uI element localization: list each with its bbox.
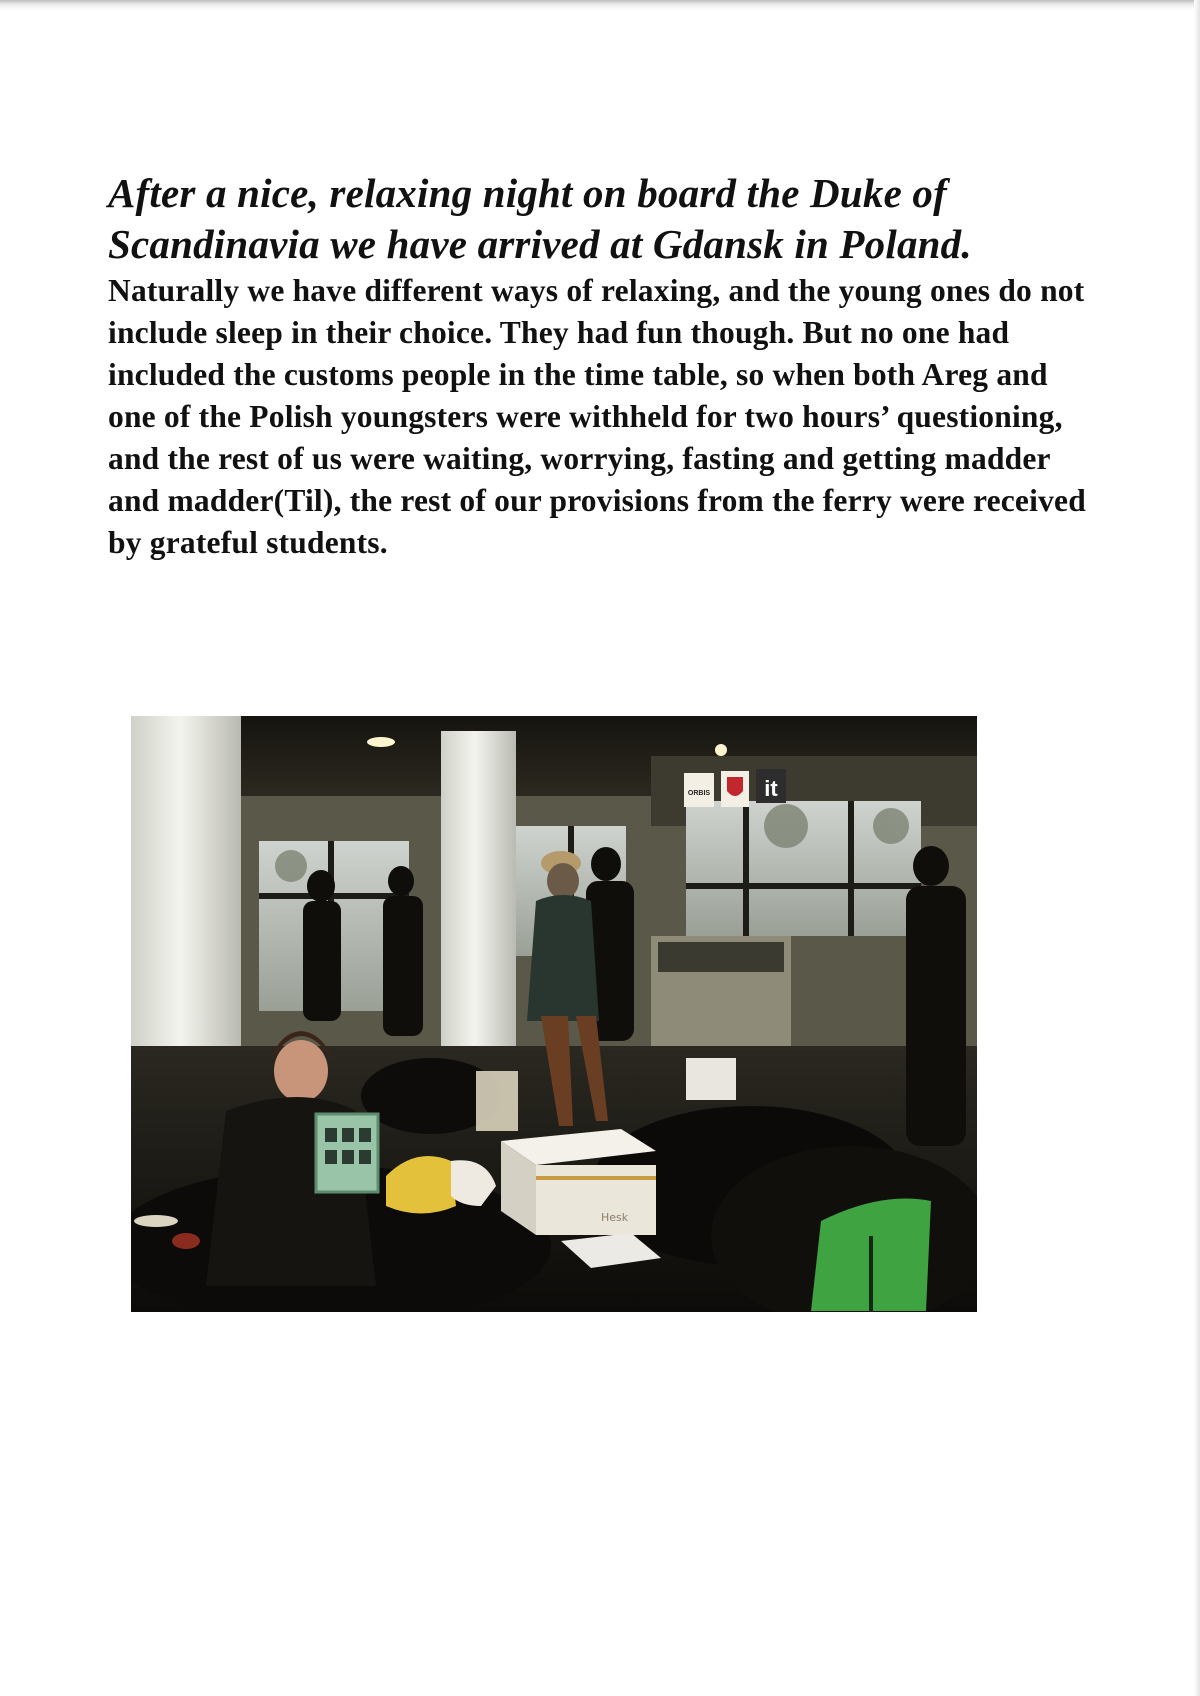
ceiling-light	[715, 744, 727, 756]
box-handwriting: Hesk	[601, 1211, 629, 1224]
person-standing	[527, 895, 599, 1021]
ceiling-light	[367, 737, 395, 747]
scan-edge-right	[1194, 0, 1200, 1696]
orbis-sign-text: ORBIS	[687, 790, 711, 797]
text-block	[108, 168, 1088, 564]
ferry-terminal-photo	[131, 716, 977, 1312]
cooler-box	[536, 1165, 656, 1235]
body-paragraph: Naturally we have different ways of relaxing, and the young ones do not include sleep in their choice. They had fun though. But no one had included the customs people in the time table, so when both Areg and one of the Polish youngsters were withheld for two hours’ questioning, and the rest of us were waiting, worrying, fasting and getting madder and madder(Til), the rest of our provisions from the ferry were received by grateful students.	[108, 273, 1086, 560]
pillar-center	[441, 731, 516, 1091]
crest-icon	[727, 777, 743, 796]
info-sign-text: it	[764, 776, 778, 801]
girl-face	[274, 1040, 328, 1102]
scan-edge-top	[0, 0, 1200, 10]
photo-illustration	[131, 716, 977, 1312]
page-heading: After a nice, relaxing night on board the Duke of Scandinavia we have arrived at Gdansk in Poland.	[108, 170, 972, 267]
